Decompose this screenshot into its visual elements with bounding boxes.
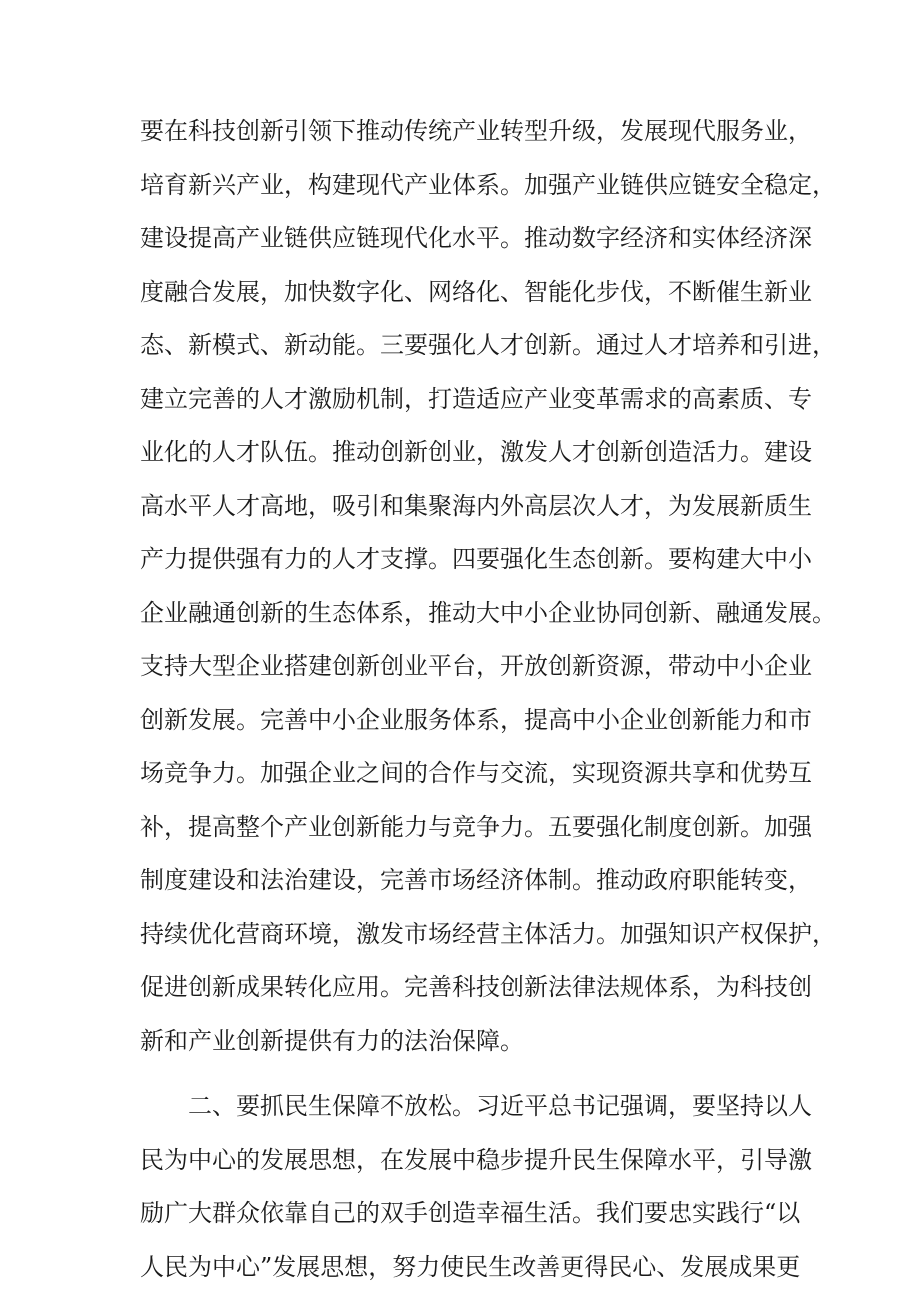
- paragraph-line: 建立完善的人才激励机制，打造适应产业变革需求的高素质、专: [140, 384, 812, 413]
- paragraph-line: 态、新模式、新动能。三要强化人才创新。通过人才培养和引进，: [140, 331, 836, 359]
- paragraph-line: 支持大型企业搭建创新创业平台，开放创新资源，带动中小企业: [140, 652, 812, 680]
- paragraph-line: 人民为中心”发展思想，努力使民生改善更得民心、发展成果更: [140, 1252, 801, 1281]
- paragraph-line: 产力提供强有力的人才支撑。四要强化生态创新。要构建大中小: [140, 545, 812, 573]
- document-body: [140, 105, 836, 1294]
- paragraph-1: [140, 105, 836, 1068]
- paragraph-line: 促进创新成果转化应用。完善科技创新法律法规体系，为科技创: [140, 973, 812, 1001]
- paragraph-line: 高水平人才高地，吸引和集聚海内外高层次人才，为发展新质生: [140, 491, 812, 520]
- paragraph-line: 创新发展。完善中小企业服务体系，提高中小企业创新能力和市: [140, 705, 812, 734]
- paragraph-line: 培育新兴产业，构建现代产业体系。加强产业链供应链安全稳定，: [140, 170, 836, 199]
- paragraph-line: 建设提高产业链供应链现代化水平。推动数字经济和实体经济深: [140, 224, 812, 252]
- paragraph-line: 二、要抓民生保障不放松。习近平总书记强调，要坚持以人: [188, 1092, 812, 1120]
- paragraph-line: 要在科技创新引领下推动传统产业转型升级，发展现代服务业，: [140, 117, 812, 145]
- paragraph-line: 制度建设和法治建设，完善市场经济体制。推动政府职能转变，: [140, 866, 812, 894]
- paragraph-line: 企业融通创新的生态体系，推动大中小企业协同创新、融通发展。: [140, 598, 836, 627]
- paragraph-line: 民为中心的发展思想，在发展中稳步提升民生保障水平，引导激: [140, 1145, 812, 1174]
- paragraph-line: 度融合发展，加快数字化、网络化、智能化步伐，不断催生新业: [140, 277, 812, 306]
- paragraph-2: [140, 1080, 812, 1294]
- paragraph-line: 励广大群众依靠自己的双手创造幸福生活。我们要忠实践行“以: [140, 1199, 801, 1227]
- paragraph-line: 持续优化营商环境，激发市场经营主体活力。加强知识产权保护，: [140, 919, 836, 948]
- paragraph-line: 补，提高整个产业创新能力与竞争力。五要强化制度创新。加强: [140, 812, 812, 841]
- paragraph-spacer: [140, 1068, 800, 1080]
- paragraph-line: 新和产业创新提供有力的法治保障。: [140, 1026, 524, 1055]
- paragraph-line: 场竞争力。加强企业之间的合作与交流，实现资源共享和优势互: [140, 759, 812, 787]
- paragraph-line: 业化的人才队伍。推动创新创业，激发人才创新创造活力。建设: [140, 438, 812, 466]
